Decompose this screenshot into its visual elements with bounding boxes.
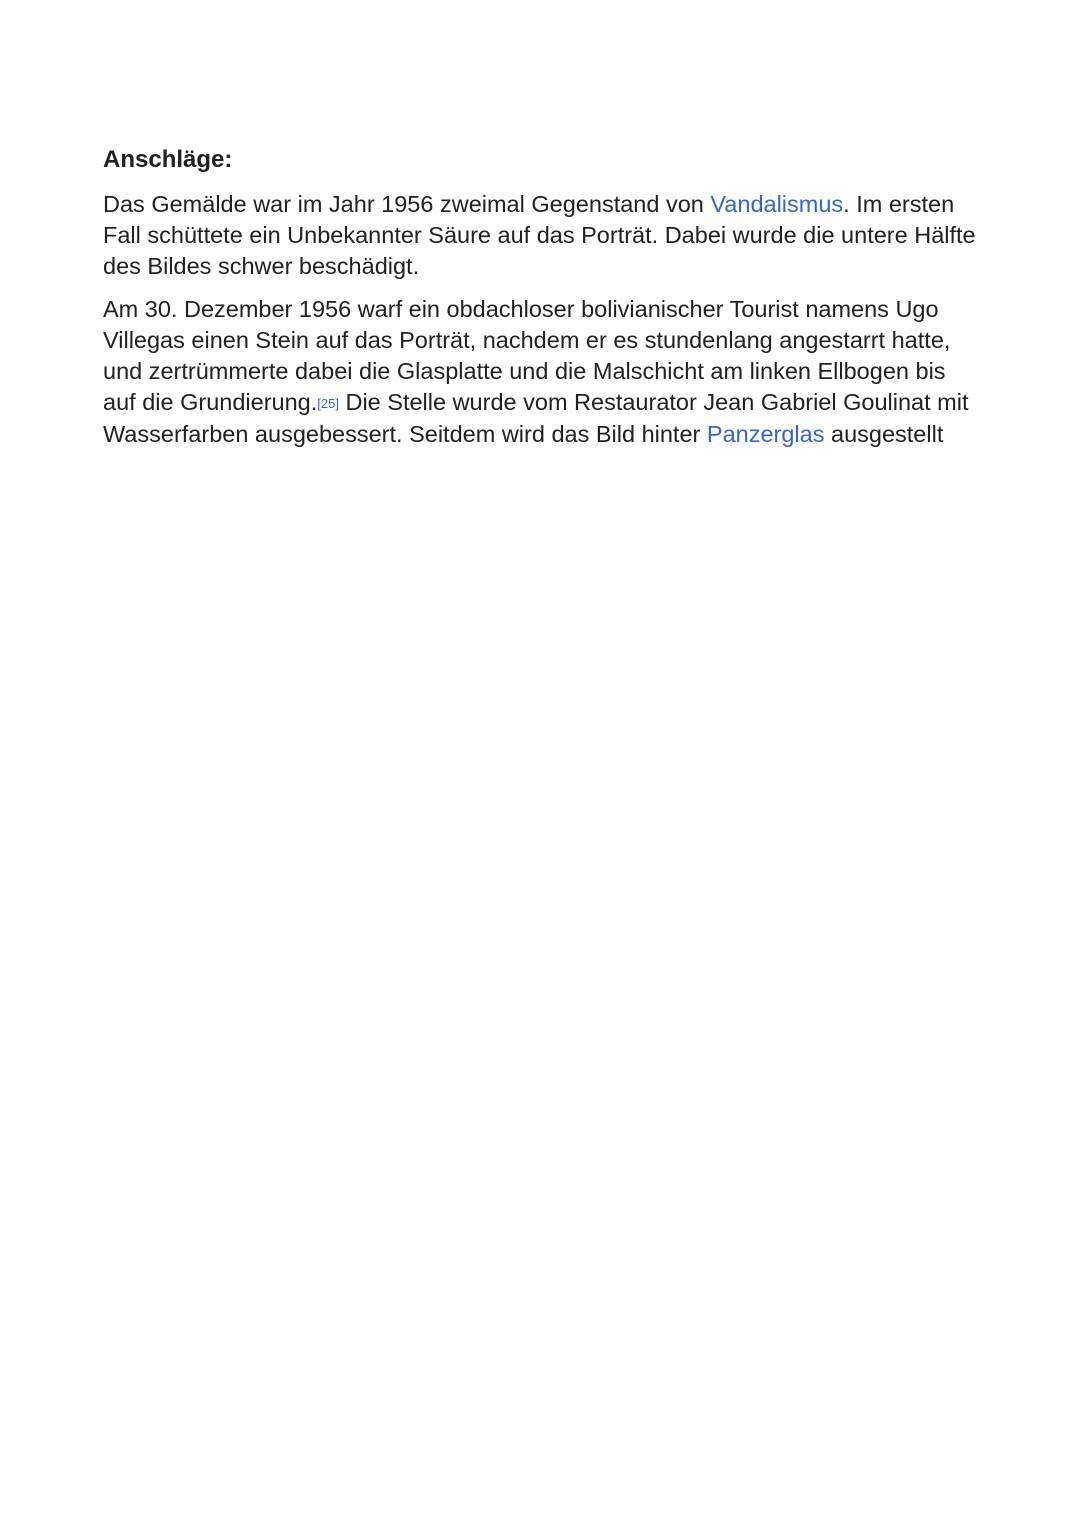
paragraph-stone-attack <box>103 294 983 450</box>
paragraph1-text-end: . Im ersten Fall schüttete ein Unbekannter Säure auf das Porträt. Dabei wurde die untere Hälfte des Bildes schwer beschädigt. <box>103 191 976 279</box>
section-heading: Anschläge: <box>103 146 233 173</box>
paragraph1-text-start: Das Gemälde war im Jahr 1956 zweimal Gegenstand von <box>103 191 711 217</box>
paragraph2-text-end: ausgestellt <box>824 421 944 447</box>
paragraph2-text-start: Am 30. Dezember 1956 warf ein obdachloser bolivianischer Tourist namens Ugo Villegas einen Stein auf das Porträt, nachdem er es stundenlang angestarrt hatte, und zertrümmerte dabei die Glasplatte und die Malschicht am linken Ellbogen bis auf die Grundierung. <box>103 296 951 415</box>
link-vandalismus[interactable]: Vandalismus <box>710 191 844 217</box>
link-panzerglas[interactable]: Panzerglas <box>706 421 825 447</box>
paragraph2-text-middle: Die Stelle wurde vom Restaurator Jean Gabriel Goulinat mit Wasserfarben ausgebessert. Seitdem wird das Bild hinter <box>103 389 969 447</box>
reference-25[interactable]: [25] <box>317 396 339 411</box>
document-page <box>103 143 983 462</box>
paragraph-vandalism-intro <box>103 189 983 282</box>
